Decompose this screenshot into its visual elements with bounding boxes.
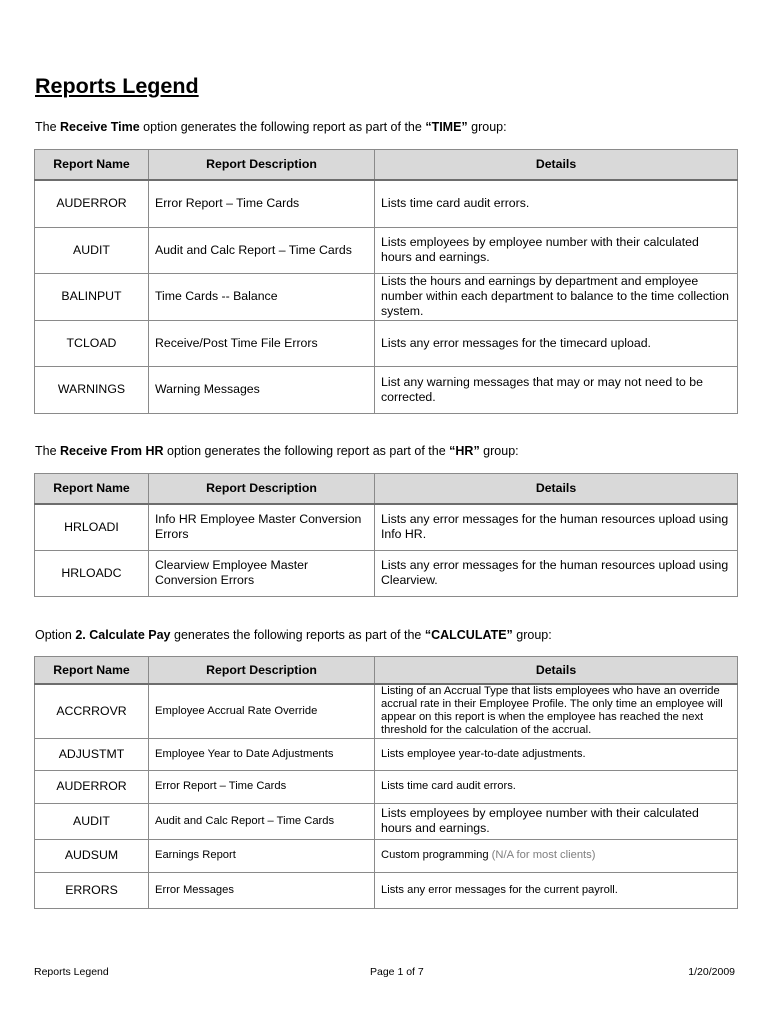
report-name: AUDERROR bbox=[35, 770, 149, 803]
table-row bbox=[35, 366, 738, 413]
report-details: Lists any error messages for the timecard upload. bbox=[375, 320, 738, 366]
report-description: Error Report – Time Cards bbox=[149, 770, 375, 803]
report-description: Error Report – Time Cards bbox=[149, 180, 375, 227]
report-details bbox=[375, 839, 738, 872]
col-report-description: Report Description bbox=[149, 150, 375, 181]
report-name: ACCRROVR bbox=[35, 684, 149, 738]
table-row bbox=[35, 738, 738, 770]
col-report-name: Report Name bbox=[35, 657, 149, 685]
report-name: HRLOADI bbox=[35, 504, 149, 550]
report-details: Lists any error messages for the human resources upload using Clearview. bbox=[375, 550, 738, 596]
report-description: Time Cards -- Balance bbox=[149, 273, 375, 320]
col-details: Details bbox=[375, 150, 738, 181]
col-report-name: Report Name bbox=[35, 474, 149, 505]
intro-bold-group: “CALCULATE” bbox=[424, 628, 513, 642]
report-description: Info HR Employee Master Conversion Errors bbox=[149, 504, 375, 550]
footer-date: 1/20/2009 bbox=[688, 966, 735, 978]
table-row bbox=[35, 839, 738, 872]
calculate-report-table bbox=[34, 656, 738, 909]
table-row bbox=[35, 872, 738, 908]
intro-bold-option: Receive From HR bbox=[60, 444, 164, 458]
page-title: Reports Legend bbox=[35, 74, 199, 98]
report-details: Lists the hours and earnings by department and employee number within each department to balance to the time collection system. bbox=[375, 273, 738, 320]
report-description: Audit and Calc Report – Time Cards bbox=[149, 803, 375, 839]
col-details: Details bbox=[375, 657, 738, 685]
intro-bold-group: “HR” bbox=[449, 444, 480, 458]
table-row bbox=[35, 684, 738, 738]
intro-bold-group: “TIME” bbox=[425, 120, 468, 134]
intro-bold-option: Receive Time bbox=[60, 120, 140, 134]
table-row bbox=[35, 770, 738, 803]
col-report-description: Report Description bbox=[149, 474, 375, 505]
report-details: Lists time card audit errors. bbox=[375, 770, 738, 803]
intro-text: The bbox=[35, 120, 61, 134]
details-text: Custom programming bbox=[381, 849, 489, 861]
intro-text: The bbox=[35, 444, 61, 458]
report-name: AUDSUM bbox=[35, 839, 149, 872]
footer-document-title: Reports Legend bbox=[34, 966, 109, 978]
calc-section-intro bbox=[35, 628, 552, 642]
table-header-row bbox=[35, 150, 738, 181]
report-details: Lists time card audit errors. bbox=[375, 180, 738, 227]
report-description: Employee Accrual Rate Override bbox=[149, 684, 375, 738]
table-row bbox=[35, 227, 738, 273]
col-details: Details bbox=[375, 474, 738, 505]
report-details: Lists any error messages for the human resources upload using Info HR. bbox=[375, 504, 738, 550]
intro-text: option generates the following report as part of the bbox=[163, 444, 450, 458]
col-report-name: Report Name bbox=[35, 150, 149, 181]
report-description: Earnings Report bbox=[149, 839, 375, 872]
report-description: Employee Year to Date Adjustments bbox=[149, 738, 375, 770]
report-name: BALINPUT bbox=[35, 273, 149, 320]
report-description: Audit and Calc Report – Time Cards bbox=[149, 227, 375, 273]
report-details: Lists employees by employee number with their calculated hours and earnings. bbox=[375, 803, 738, 839]
report-name: WARNINGS bbox=[35, 366, 149, 413]
intro-text: option generates the following report as part of the bbox=[139, 120, 426, 134]
report-name: ERRORS bbox=[35, 872, 149, 908]
report-description: Error Messages bbox=[149, 872, 375, 908]
report-name: AUDIT bbox=[35, 227, 149, 273]
hr-report-table bbox=[34, 473, 738, 597]
intro-text: group: bbox=[467, 120, 507, 134]
table-header-row bbox=[35, 474, 738, 505]
intro-text: generates the following reports as part of the bbox=[170, 628, 425, 642]
intro-text: group: bbox=[479, 444, 519, 458]
time-section-intro bbox=[35, 120, 507, 134]
intro-text: group: bbox=[512, 628, 552, 642]
report-name: ADJUSTMT bbox=[35, 738, 149, 770]
report-description: Clearview Employee Master Conversion Errors bbox=[149, 550, 375, 596]
table-row bbox=[35, 273, 738, 320]
report-details: List any warning messages that may or may not need to be corrected. bbox=[375, 366, 738, 413]
report-name: AUDERROR bbox=[35, 180, 149, 227]
footer-page-number: Page 1 of 7 bbox=[370, 966, 424, 978]
report-name: AUDIT bbox=[35, 803, 149, 839]
details-note: (N/A for most clients) bbox=[491, 849, 596, 861]
report-name: TCLOAD bbox=[35, 320, 149, 366]
report-details: Lists any error messages for the current payroll. bbox=[375, 872, 738, 908]
intro-bold-option: 2. Calculate Pay bbox=[75, 628, 171, 642]
report-details: Listing of an Accrual Type that lists employees who have an override accrual rate in their Employee Profile. The only time an employee will appear on this report is when the employee has reached the next threshold for the calculation of the accrual. bbox=[375, 684, 738, 738]
report-description: Receive/Post Time File Errors bbox=[149, 320, 375, 366]
report-details: Lists employees by employee number with their calculated hours and earnings. bbox=[375, 227, 738, 273]
hr-section-intro bbox=[35, 444, 519, 458]
table-row bbox=[35, 180, 738, 227]
table-row bbox=[35, 320, 738, 366]
col-report-description: Report Description bbox=[149, 657, 375, 685]
report-details: Lists employee year-to-date adjustments. bbox=[375, 738, 738, 770]
intro-text: Option bbox=[35, 628, 76, 642]
report-description: Warning Messages bbox=[149, 366, 375, 413]
report-name: HRLOADC bbox=[35, 550, 149, 596]
table-row bbox=[35, 504, 738, 550]
table-header-row bbox=[35, 657, 738, 685]
table-row bbox=[35, 550, 738, 596]
table-row bbox=[35, 803, 738, 839]
time-report-table bbox=[34, 149, 738, 414]
